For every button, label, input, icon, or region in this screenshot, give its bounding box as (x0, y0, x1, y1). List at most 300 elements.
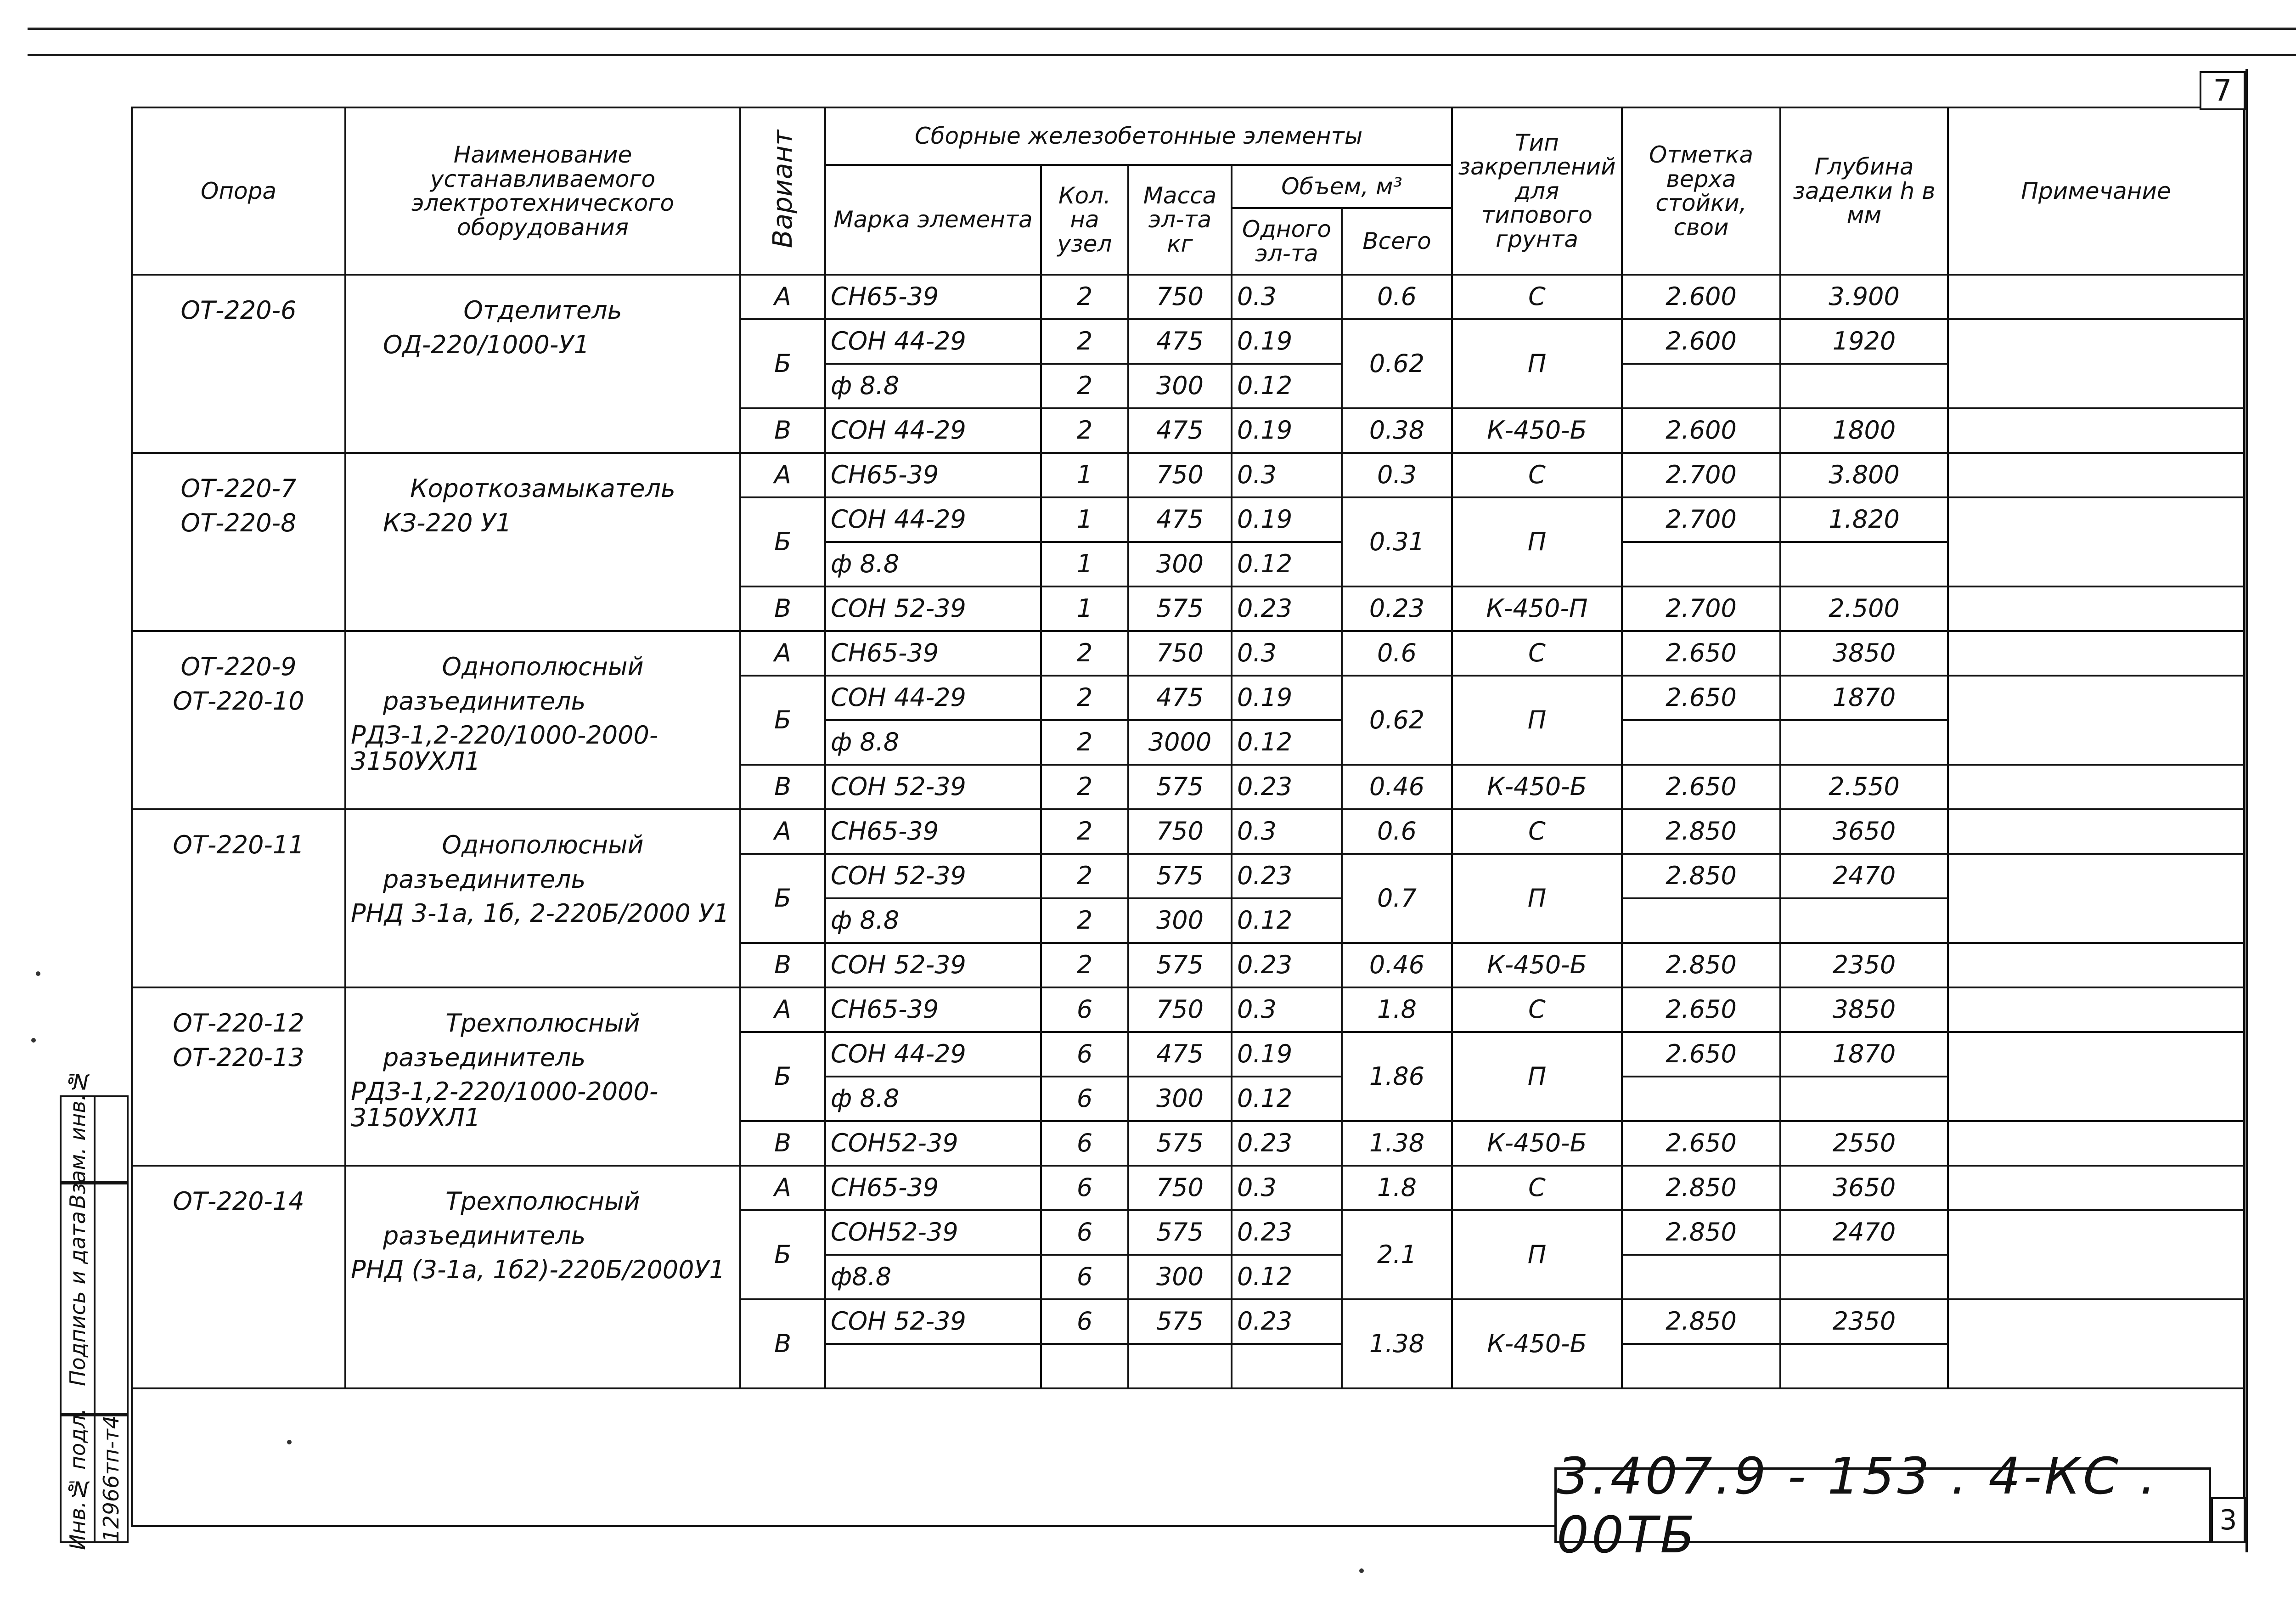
fixing-cell: П (1452, 1032, 1622, 1121)
support-cell (132, 275, 345, 453)
fixing-cell: К-450-Б (1452, 1121, 1622, 1166)
depth-cell: 2.550 (1780, 765, 1948, 809)
side-label-cell (62, 1408, 96, 1550)
qty-cell: 1 (1041, 453, 1128, 497)
header-vol-total: Всего (1362, 228, 1431, 255)
elevation-cell (1622, 1077, 1780, 1121)
side-label-cell (62, 1184, 96, 1413)
note-cell (1948, 854, 2244, 943)
volume-total-cell: 0.46 (1342, 765, 1452, 809)
depth-cell: 1.820 (1780, 497, 1948, 542)
mass-cell: 475 (1128, 319, 1232, 364)
depth-cell: 1870 (1780, 1032, 1948, 1077)
depth-cell: 2470 (1780, 1210, 1948, 1255)
mark-cell: СОН 44-29 (825, 319, 1041, 364)
equipment-line: РНД (3-1а, 1б2)-220Б/2000У1 (351, 1255, 725, 1285)
specification-table (131, 107, 2245, 1527)
mark-cell: ф 8.8 (825, 542, 1041, 586)
fixing-cell: К-450-П (1452, 586, 1622, 631)
mark-cell: СОН 52-39 (825, 765, 1041, 809)
side-value-cell (94, 1416, 128, 1541)
equipment-cell (345, 275, 740, 453)
side-inv-replaced: Взам. инв.№ (65, 1069, 90, 1209)
equipment-line: РНД 3-1а, 1б, 2-220Б/2000 У1 (351, 899, 730, 928)
qty-cell: 2 (1041, 364, 1128, 408)
mass-cell (1128, 1344, 1232, 1388)
volume-one-cell: 0.23 (1232, 1210, 1342, 1255)
elevation-cell (1622, 720, 1780, 765)
mass-cell: 300 (1128, 1077, 1232, 1121)
volume-total-cell: 0.23 (1342, 586, 1452, 631)
volume-one-cell (1232, 1344, 1342, 1388)
header-note: Примечание (1948, 107, 2244, 275)
elevation-cell: 2.850 (1622, 943, 1780, 987)
equipment-line: РДЗ-1,2-220/1000-2000-3150УХЛ1 (351, 721, 658, 776)
depth-cell: 3.800 (1780, 453, 1948, 497)
mark-cell: ф 8.8 (825, 898, 1041, 943)
volume-one-cell: 0.19 (1232, 408, 1342, 453)
qty-cell: 1 (1041, 497, 1128, 542)
qty-cell: 6 (1041, 1032, 1128, 1077)
equipment-line: Короткозамыкатель (410, 474, 675, 503)
depth-cell (1780, 1344, 1948, 1388)
variant-cell: Б (740, 854, 825, 943)
support-name: ОТ-220-9 (180, 652, 297, 681)
volume-one-cell: 0.19 (1232, 676, 1342, 720)
support-name: ОТ-220-14 (173, 1187, 304, 1216)
equipment-line: Отделитель (463, 296, 622, 325)
variant-cell: Б (740, 1210, 825, 1299)
note-cell (1948, 1032, 2244, 1121)
elevation-cell: 2.600 (1622, 275, 1780, 319)
qty-cell: 6 (1041, 1121, 1128, 1166)
equipment-line: разъединитель (383, 1043, 586, 1072)
table-row (132, 631, 2244, 676)
mass-cell: 475 (1128, 1032, 1232, 1077)
depth-cell: 2470 (1780, 854, 1948, 898)
elevation-cell (1622, 1255, 1780, 1299)
note-cell (1948, 453, 2244, 497)
mark-cell: СОН 52-39 (825, 854, 1041, 898)
header-depth: Глубина заделки h в мм (1780, 107, 1948, 275)
volume-one-cell: 0.19 (1232, 319, 1342, 364)
elevation-cell: 2.650 (1622, 631, 1780, 676)
note-cell (1948, 631, 2244, 676)
volume-total-cell: 0.7 (1342, 854, 1452, 943)
header-precast: Сборные железобетонные элементы (825, 107, 1452, 165)
qty-cell (1041, 1344, 1128, 1388)
mark-cell: СОН52-39 (825, 1121, 1041, 1166)
mass-cell: 750 (1128, 987, 1232, 1032)
mark-cell: СОН 52-39 (825, 586, 1041, 631)
volume-one-cell: 0.12 (1232, 364, 1342, 408)
variant-cell: В (740, 408, 825, 453)
mass-cell: 575 (1128, 765, 1232, 809)
volume-one-cell: 0.23 (1232, 765, 1342, 809)
mark-cell: СН65-39 (825, 453, 1041, 497)
qty-cell: 2 (1041, 898, 1128, 943)
note-cell (1948, 676, 2244, 765)
volume-one-cell: 0.12 (1232, 542, 1342, 586)
mass-cell: 575 (1128, 943, 1232, 987)
support-cell (132, 987, 345, 1166)
scan-dot (1359, 1568, 1364, 1573)
note-cell (1948, 408, 2244, 453)
volume-one-cell: 0.23 (1232, 1121, 1342, 1166)
fixing-cell: С (1452, 809, 1622, 854)
header-equipment: Наименование устанавливаемого электротехнического оборудования (345, 107, 740, 275)
side-stamp-original (60, 1408, 129, 1550)
volume-one-cell: 0.23 (1232, 1299, 1342, 1344)
depth-cell: 3850 (1780, 631, 1948, 676)
mark-cell: ф8.8 (825, 1255, 1041, 1299)
fixing-cell: К-450-Б (1452, 943, 1622, 987)
equipment-line: Однополюсный (442, 652, 644, 681)
fixing-cell: П (1452, 319, 1622, 408)
elevation-cell: 2.850 (1622, 1166, 1780, 1210)
qty-cell: 2 (1041, 809, 1128, 854)
volume-one-cell: 0.12 (1232, 898, 1342, 943)
elevation-cell (1622, 898, 1780, 943)
qty-cell: 2 (1041, 943, 1128, 987)
elevation-cell: 2.600 (1622, 319, 1780, 364)
mass-cell: 750 (1128, 453, 1232, 497)
depth-cell: 1920 (1780, 319, 1948, 364)
elevation-cell: 2.850 (1622, 1210, 1780, 1255)
header-volume-label: Объем, м³ (1232, 166, 1451, 209)
equipment-line: ОД-220/1000-У1 (383, 330, 590, 359)
table-row (132, 275, 2244, 319)
qty-cell: 6 (1041, 1077, 1128, 1121)
mass-cell: 300 (1128, 898, 1232, 943)
fixing-cell: П (1452, 854, 1622, 943)
header-elevation: Отметка верха стойки, свои (1622, 107, 1780, 275)
volume-total-cell: 1.38 (1342, 1121, 1452, 1166)
volume-total-cell: 1.86 (1342, 1032, 1452, 1121)
header-volume (1232, 165, 1452, 275)
header-fixing: Тип закреплений для типового грунта (1452, 107, 1622, 275)
volume-one-cell: 0.3 (1232, 631, 1342, 676)
support-name: ОТ-220-10 (173, 686, 304, 716)
elevation-cell: 2.700 (1622, 586, 1780, 631)
depth-cell: 2.500 (1780, 586, 1948, 631)
table-row (132, 453, 2244, 497)
volume-total-cell: 0.3 (1342, 453, 1452, 497)
volume-total-cell: 2.1 (1342, 1210, 1452, 1299)
table-row (132, 809, 2244, 854)
fixing-cell: С (1452, 275, 1622, 319)
elevation-cell: 2.700 (1622, 453, 1780, 497)
equipment-cell (345, 453, 740, 631)
volume-one-cell: 0.3 (1232, 809, 1342, 854)
variant-cell: А (740, 987, 825, 1032)
header-mass: Масса эл-та кг (1128, 165, 1232, 275)
scan-dot (36, 971, 40, 976)
sheet-number: 7 (2200, 71, 2245, 110)
support-name: ОТ-220-13 (173, 1043, 304, 1072)
depth-cell (1780, 542, 1948, 586)
side-stamp-sign (60, 1183, 129, 1415)
depth-cell (1780, 1077, 1948, 1121)
equipment-line: Трехполюсный (445, 1187, 640, 1216)
depth-cell: 1800 (1780, 408, 1948, 453)
qty-cell: 2 (1041, 854, 1128, 898)
mass-cell: 575 (1128, 586, 1232, 631)
support-name: ОТ-220-12 (173, 1009, 304, 1038)
note-cell (1948, 1299, 2244, 1388)
mark-cell: СОН52-39 (825, 1210, 1041, 1255)
variant-cell: В (740, 943, 825, 987)
variant-cell: А (740, 1166, 825, 1210)
fixing-cell: П (1452, 497, 1622, 586)
equipment-line: разъединитель (383, 686, 586, 716)
stamp-number: 3 (2211, 1497, 2245, 1543)
side-stamp-replaced (60, 1069, 129, 1209)
volume-one-cell: 0.12 (1232, 1255, 1342, 1299)
volume-total-cell: 0.62 (1342, 676, 1452, 765)
fixing-cell: С (1452, 987, 1622, 1032)
note-cell (1948, 1121, 2244, 1166)
mark-cell: СОН 44-29 (825, 497, 1041, 542)
volume-total-cell: 0.31 (1342, 497, 1452, 586)
volume-one-cell: 0.3 (1232, 453, 1342, 497)
note-cell (1948, 319, 2244, 408)
scan-dot (287, 1440, 292, 1444)
note-cell (1948, 586, 2244, 631)
support-name: ОТ-220-7 (180, 474, 297, 503)
mass-cell: 750 (1128, 809, 1232, 854)
volume-one-cell: 0.12 (1232, 720, 1342, 765)
depth-cell (1780, 364, 1948, 408)
mark-cell: СОН 52-39 (825, 1299, 1041, 1344)
note-cell (1948, 497, 2244, 586)
header-qty: Кол. на узел (1041, 165, 1128, 275)
note-cell (1948, 943, 2244, 987)
fixing-cell: П (1452, 1210, 1622, 1299)
header-vol-one: Одного эл-та (1232, 209, 1343, 274)
mark-cell: СОН 52-39 (825, 943, 1041, 987)
variant-cell: А (740, 275, 825, 319)
fixing-cell: С (1452, 453, 1622, 497)
elevation-cell: 2.650 (1622, 1121, 1780, 1166)
depth-cell: 3650 (1780, 1166, 1948, 1210)
table-row (132, 1166, 2244, 1210)
equipment-line: Трехполюсный (445, 1009, 640, 1038)
depth-cell (1780, 720, 1948, 765)
variant-cell: В (740, 1121, 825, 1166)
document-code: 3.407.9 - 153 . 4-КС . 00ТБ (1554, 1467, 2211, 1543)
volume-total-cell: 0.6 (1342, 809, 1452, 854)
support-name: ОТ-220-6 (180, 296, 297, 325)
qty-cell: 2 (1041, 765, 1128, 809)
elevation-cell (1622, 542, 1780, 586)
mark-cell (825, 1344, 1041, 1388)
fixing-cell: К-450-Б (1452, 408, 1622, 453)
qty-cell: 2 (1041, 275, 1128, 319)
variant-cell: Б (740, 1032, 825, 1121)
mark-cell: ф 8.8 (825, 364, 1041, 408)
note-cell (1948, 809, 2244, 854)
mass-cell: 575 (1128, 1210, 1232, 1255)
note-cell (1948, 1166, 2244, 1210)
header-variant-text: Вариант (767, 130, 799, 248)
elevation-cell (1622, 1344, 1780, 1388)
fixing-cell: К-450-Б (1452, 1299, 1622, 1388)
qty-cell: 6 (1041, 987, 1128, 1032)
note-cell (1948, 1210, 2244, 1299)
volume-total-cell: 1.8 (1342, 1166, 1452, 1210)
mass-cell: 475 (1128, 408, 1232, 453)
qty-cell: 2 (1041, 631, 1128, 676)
volume-one-cell: 0.3 (1232, 1166, 1342, 1210)
qty-cell: 1 (1041, 586, 1128, 631)
volume-one-cell: 0.3 (1232, 987, 1342, 1032)
depth-cell: 2550 (1780, 1121, 1948, 1166)
table-row (132, 987, 2244, 1032)
fixing-cell: К-450-Б (1452, 765, 1622, 809)
top-border-line-inner (28, 54, 2296, 56)
depth-cell: 3.900 (1780, 275, 1948, 319)
header-support: Опора (132, 107, 345, 275)
support-cell (132, 809, 345, 987)
variant-cell: А (740, 453, 825, 497)
support-cell (132, 1166, 345, 1388)
elevation-cell: 2.650 (1622, 987, 1780, 1032)
equipment-line: РДЗ-1,2-220/1000-2000-3150УХЛ1 (351, 1077, 658, 1133)
volume-total-cell: 0.6 (1342, 275, 1452, 319)
scan-dot (31, 1038, 36, 1043)
volume-total-cell: 0.62 (1342, 319, 1452, 408)
support-cell (132, 453, 345, 631)
volume-one-cell: 0.3 (1232, 275, 1342, 319)
volume-total-cell: 1.38 (1342, 1299, 1452, 1388)
side-inv-original-value: 12966тп-т4 (98, 1415, 124, 1542)
depth-cell: 3650 (1780, 809, 1948, 854)
mass-cell: 575 (1128, 1121, 1232, 1166)
mass-cell: 575 (1128, 1299, 1232, 1344)
fixing-cell: С (1452, 1166, 1622, 1210)
mark-cell: ф 8.8 (825, 720, 1041, 765)
right-border-line (2245, 69, 2248, 1552)
side-inv-original: Инв.№ подл. (65, 1408, 90, 1550)
qty-cell: 6 (1041, 1210, 1128, 1255)
volume-one-cell: 0.23 (1232, 586, 1342, 631)
variant-cell: А (740, 631, 825, 676)
variant-cell: Б (740, 676, 825, 765)
fixing-cell: П (1452, 676, 1622, 765)
mark-cell: СОН 44-29 (825, 676, 1041, 720)
volume-one-cell: 0.23 (1232, 854, 1342, 898)
side-label-cell (62, 1069, 96, 1209)
depth-cell: 1870 (1780, 676, 1948, 720)
mark-cell: СОН 44-29 (825, 408, 1041, 453)
volume-one-cell: 0.23 (1232, 943, 1342, 987)
mark-cell: ф 8.8 (825, 1077, 1041, 1121)
depth-cell: 2350 (1780, 1299, 1948, 1344)
mass-cell: 3000 (1128, 720, 1232, 765)
mass-cell: 300 (1128, 1255, 1232, 1299)
equipment-cell (345, 809, 740, 987)
mark-cell: СН65-39 (825, 1166, 1041, 1210)
qty-cell: 1 (1041, 542, 1128, 586)
equipment-line: КЗ-220 У1 (383, 508, 512, 537)
elevation-cell (1622, 364, 1780, 408)
mass-cell: 475 (1128, 676, 1232, 720)
variant-cell: А (740, 809, 825, 854)
qty-cell: 6 (1041, 1166, 1128, 1210)
equipment-cell (345, 631, 740, 809)
elevation-cell: 2.600 (1622, 408, 1780, 453)
mark-cell: СН65-39 (825, 987, 1041, 1032)
depth-cell: 2350 (1780, 943, 1948, 987)
support-name: ОТ-220-11 (173, 830, 304, 859)
mass-cell: 575 (1128, 854, 1232, 898)
elevation-cell: 2.850 (1622, 854, 1780, 898)
elevation-cell: 2.650 (1622, 1032, 1780, 1077)
qty-cell: 6 (1041, 1299, 1128, 1344)
header-variant (740, 107, 825, 275)
qty-cell: 2 (1041, 676, 1128, 720)
mass-cell: 750 (1128, 631, 1232, 676)
volume-total-cell: 0.6 (1342, 631, 1452, 676)
mark-cell: СН65-39 (825, 631, 1041, 676)
volume-one-cell: 0.19 (1232, 497, 1342, 542)
qty-cell: 6 (1041, 1255, 1128, 1299)
note-cell (1948, 275, 2244, 319)
volume-total-cell: 1.8 (1342, 987, 1452, 1032)
volume-total-cell: 0.46 (1342, 943, 1452, 987)
equipment-line: Однополюсный (442, 830, 644, 859)
elevation-cell: 2.850 (1622, 809, 1780, 854)
mass-cell: 750 (1128, 1166, 1232, 1210)
elevation-cell: 2.700 (1622, 497, 1780, 542)
mark-cell: СОН 44-29 (825, 1032, 1041, 1077)
variant-cell: Б (740, 319, 825, 408)
mass-cell: 750 (1128, 275, 1232, 319)
depth-cell: 3850 (1780, 987, 1948, 1032)
mass-cell: 300 (1128, 542, 1232, 586)
note-cell (1948, 987, 2244, 1032)
note-cell (1948, 765, 2244, 809)
support-name: ОТ-220-8 (180, 508, 297, 537)
mark-cell: СН65-39 (825, 275, 1041, 319)
equipment-line: разъединитель (383, 864, 586, 894)
depth-cell (1780, 1255, 1948, 1299)
side-sign-date: Подпись и дата (65, 1211, 90, 1387)
variant-cell: В (740, 586, 825, 631)
equipment-cell (345, 987, 740, 1166)
volume-one-cell: 0.19 (1232, 1032, 1342, 1077)
support-cell (132, 631, 345, 809)
elevation-cell: 2.850 (1622, 1299, 1780, 1344)
elevation-cell: 2.650 (1622, 676, 1780, 720)
mark-cell: СН65-39 (825, 809, 1041, 854)
elevation-cell: 2.650 (1622, 765, 1780, 809)
volume-one-cell: 0.12 (1232, 1077, 1342, 1121)
equipment-line: разъединитель (383, 1221, 586, 1250)
volume-total-cell: 0.38 (1342, 408, 1452, 453)
header-mark: Марка элемента (825, 165, 1041, 275)
mass-cell: 300 (1128, 364, 1232, 408)
depth-cell (1780, 898, 1948, 943)
qty-cell: 2 (1041, 720, 1128, 765)
fixing-cell: С (1452, 631, 1622, 676)
top-border-line (28, 28, 2296, 30)
qty-cell: 2 (1041, 319, 1128, 364)
variant-cell: В (740, 1299, 825, 1388)
variant-cell: Б (740, 497, 825, 586)
equipment-cell (345, 1166, 740, 1388)
